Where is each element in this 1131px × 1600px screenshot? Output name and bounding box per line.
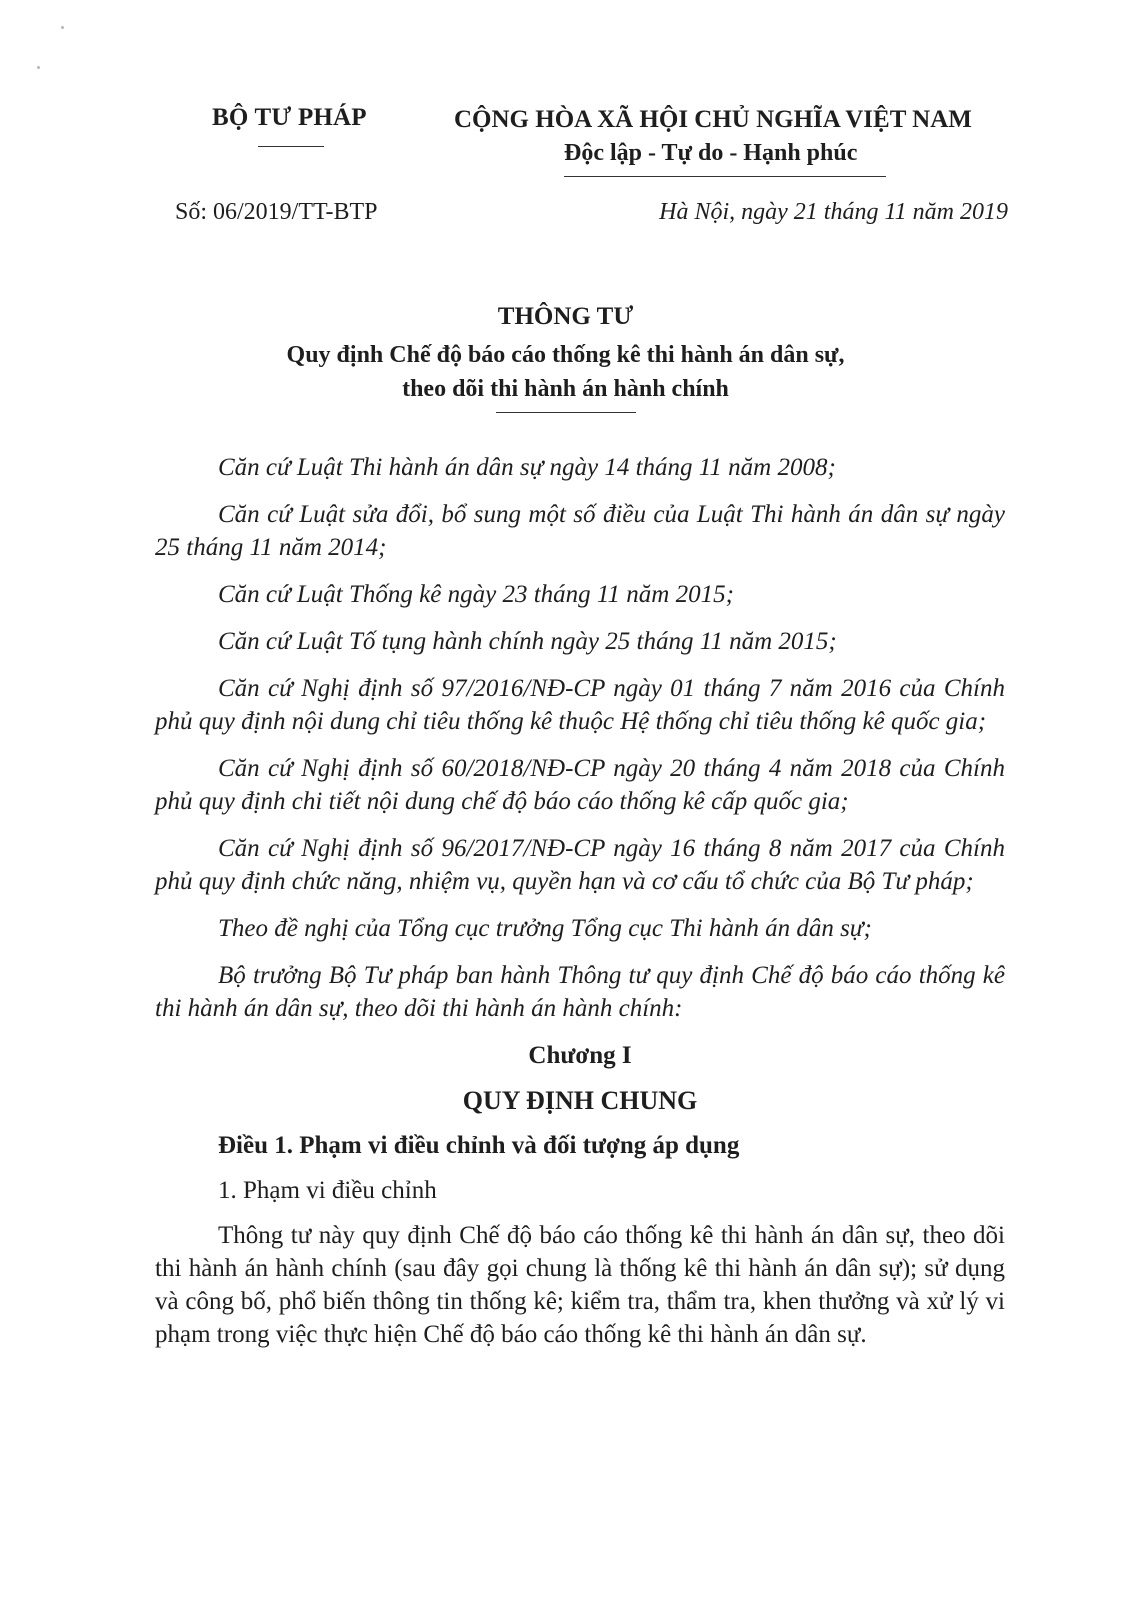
place-and-date: Hà Nội, ngày 21 tháng 11 năm 2019 (659, 199, 1008, 225)
country-name: CỘNG HÒA XÃ HỘI CHỦ NGHĨA VIỆT NAM (454, 106, 972, 133)
preamble-item: Bộ trưởng Bộ Tư pháp ban hành Thông tư quy định Chế độ báo cáo thống kê thi hành án dân sự, theo dõi thi hành án hành chính: (155, 962, 1005, 1022)
document-title-block (0, 300, 1131, 413)
agency-underline (258, 146, 324, 147)
clause-text: Thông tư này quy định Chế độ báo cáo thống kê thi hành án dân sự, theo dõi thi hành án hành chính (sau đây gọi chung là thống kê thi hành án dân sự); sử dụng và công bố, phổ biến thông tin thống kê; kiểm tra, thẩm tra, khen thưởng và xử lý vi phạm trong việc thực hiện Chế độ báo cáo thống kê thi hành án dân sự. (155, 1222, 1005, 1348)
preamble-item: Căn cứ Luật Thống kê ngày 23 tháng 11 năm 2015; (218, 581, 734, 608)
document-header (0, 104, 1131, 244)
article-heading: Điều 1. Phạm vi điều chỉnh và đối tượng áp dụng (218, 1132, 740, 1159)
chapter-number: Chương I (528, 1042, 632, 1069)
preamble-item: Căn cứ Nghị định số 97/2016/NĐ-CP ngày 01 tháng 7 năm 2016 của Chính phủ quy định nội dung chỉ tiêu thống kê thuộc Hệ thống chỉ tiêu thống kê quốc gia; (155, 675, 1005, 735)
motto-underline (564, 176, 886, 177)
preamble-item: Căn cứ Luật Tố tụng hành chính ngày 25 tháng 11 năm 2015; (218, 628, 837, 655)
preamble-item: Căn cứ Luật sửa đổi, bổ sung một số điều của Luật Thi hành án dân sự ngày 25 tháng 11 năm 2014; (155, 501, 1005, 561)
preamble-item: Căn cứ Nghị định số 60/2018/NĐ-CP ngày 20 tháng 4 năm 2018 của Chính phủ quy định chi tiết nội dung chế độ báo cáo thống kê cấp quốc gia; (155, 755, 1005, 815)
document-type: THÔNG TƯ (497, 303, 634, 330)
document-number: Số: 06/2019/TT-BTP (175, 199, 378, 225)
chapter-title: QUY ĐỊNH CHUNG (462, 1086, 698, 1115)
preamble-item: Căn cứ Nghị định số 96/2017/NĐ-CP ngày 16 tháng 8 năm 2017 của Chính phủ quy định chức năng, nhiệm vụ, quyền hạn và cơ cấu tổ chức của Bộ Tư pháp; (155, 835, 1005, 895)
national-motto: Độc lập - Tự do - Hạnh phúc (564, 140, 858, 166)
title-underline (496, 412, 636, 413)
document-subject-line-1: Quy định Chế độ báo cáo thống kê thi hành án dân sự, (286, 342, 845, 368)
scan-speck (61, 26, 64, 29)
document-subject-line-2: theo dõi thi hành án hành chính (402, 376, 729, 402)
preamble-item: Theo đề nghị của Tổng cục trưởng Tổng cục Thi hành án dân sự; (218, 915, 872, 942)
issuing-agency: BỘ TƯ PHÁP (212, 104, 367, 131)
document-body (155, 451, 1005, 1365)
scan-speck (37, 66, 40, 69)
preamble-item: Căn cứ Luật Thi hành án dân sự ngày 14 tháng 11 năm 2008; (218, 454, 836, 481)
clause-heading: 1. Phạm vi điều chỉnh (218, 1177, 437, 1204)
